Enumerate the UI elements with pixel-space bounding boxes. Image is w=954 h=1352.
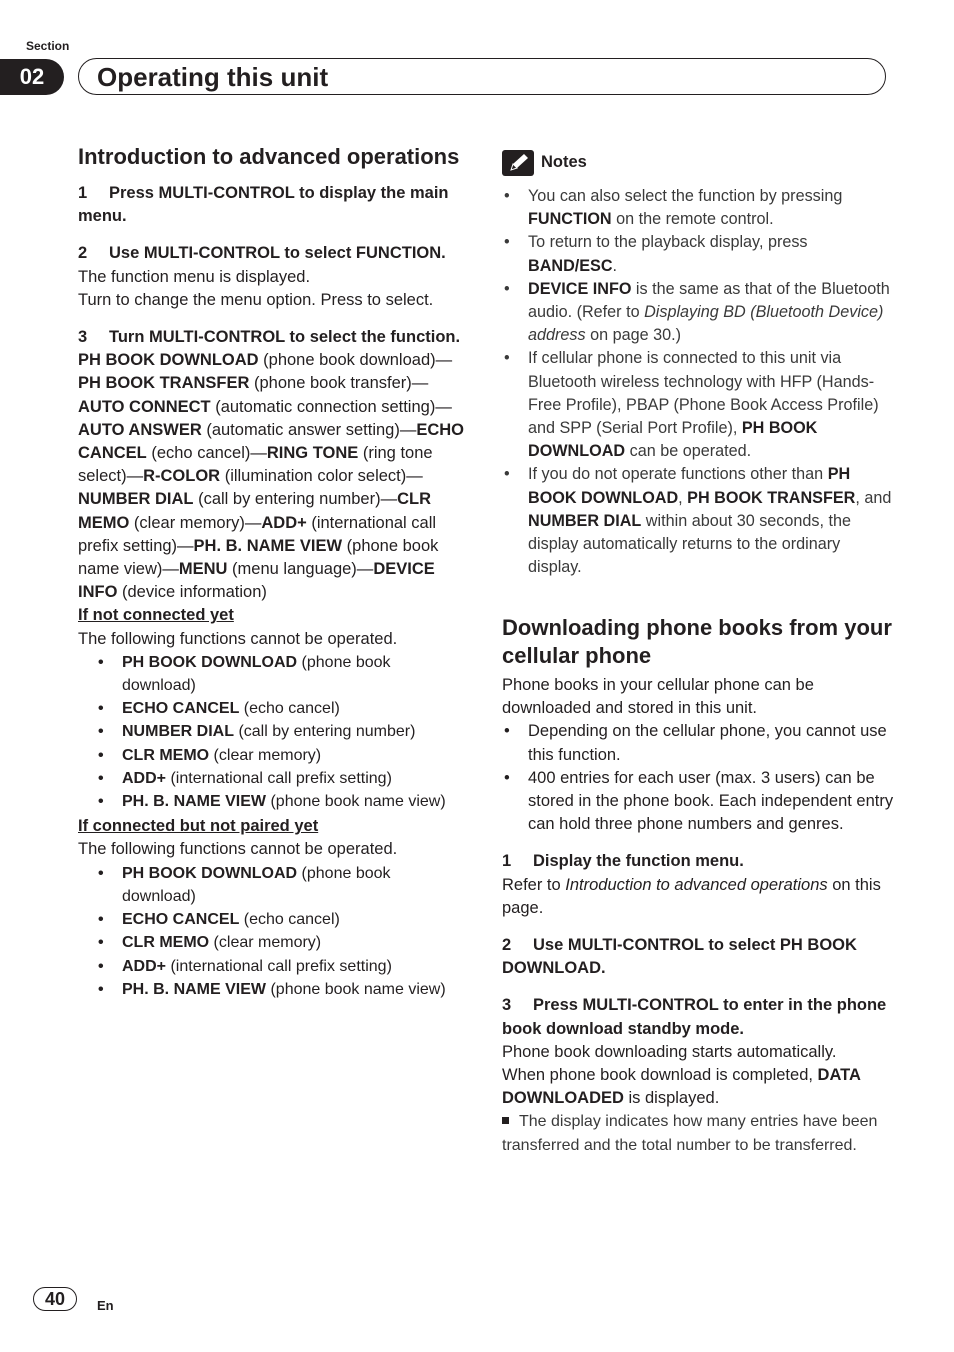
function-desc: (menu language)— [227, 560, 374, 579]
notes-block [502, 185, 894, 579]
step-1 [502, 850, 894, 873]
item-desc: (clear memory) [209, 934, 322, 952]
item-name: CLR MEMO [122, 746, 210, 764]
item-desc: (call by entering number) [234, 723, 416, 741]
body-text: is displayed. [623, 1089, 720, 1108]
function-name: NUMBER DIAL [78, 490, 194, 509]
item-desc: (phone book download) [122, 864, 391, 905]
note-text: . [612, 256, 618, 275]
note-text: is the same as that of the Bluetooth audio. (Refer to [528, 279, 890, 322]
list-item [78, 767, 466, 790]
item-name: PH. B. NAME VIEW [122, 980, 267, 998]
note-item [502, 185, 894, 231]
function-name: ADD+ [261, 513, 307, 532]
function-desc: (phone book download)— [258, 351, 453, 370]
function-desc: (automatic answer setting)— [201, 420, 417, 439]
item-name: PH BOOK DOWNLOAD [122, 653, 298, 671]
list-item: • Depending on the cellular phone, you cannot use this function. [502, 720, 894, 766]
language-label: En [97, 1298, 114, 1313]
step-text: Press MULTI-CONTROL to display the main menu. [78, 184, 449, 226]
cross-reference: Introduction to advanced operations [565, 875, 828, 894]
notes-list [502, 185, 894, 579]
item-name: ECHO CANCEL [122, 911, 240, 929]
note-text: can be operated. [625, 442, 752, 461]
note-bold: FUNCTION [528, 210, 612, 229]
page-title: Operating this unit [97, 62, 329, 92]
note-text: If you do not operate functions other than [528, 465, 828, 484]
body-text: on this page. [502, 875, 881, 917]
square-bullet-icon [502, 1117, 509, 1124]
list-item [78, 862, 466, 908]
section-heading-downloading: Downloading phone books from your cellular phone [502, 615, 892, 668]
note-text: on page 30.) [585, 326, 681, 345]
item-name: NUMBER DIAL [122, 723, 234, 741]
item-desc: (echo cancel) [239, 700, 340, 718]
step-3-body-1: Phone book downloading starts automatically. [502, 1042, 837, 1061]
note-text: , [678, 488, 688, 507]
note-text: If cellular phone is connected to this unit via Bluetooth wireless technology with HFP (Hands-Free Profile), PBAP (Phone Book Access Profile) and SPP (Serial Port Profile), [528, 349, 879, 438]
note-text: on the remote control. [611, 210, 774, 229]
connected-not-paired-intro: The following functions cannot be operated. [78, 840, 398, 859]
step-number: 1 [78, 184, 88, 202]
note-item [502, 278, 894, 348]
step-2 [78, 242, 466, 265]
item-name: ECHO CANCEL [122, 700, 240, 718]
function-desc: (automatic connection setting)— [210, 397, 452, 416]
function-name: PH. B. NAME VIEW [193, 536, 343, 555]
list-item [78, 908, 466, 931]
note-item [502, 463, 894, 579]
footnote [502, 1110, 894, 1156]
item-name: PH BOOK DOWNLOAD [122, 864, 298, 882]
item-desc: (phone book download) [122, 653, 391, 695]
note-item [502, 347, 894, 463]
item-name: ADD+ [122, 957, 167, 975]
note-text: You can also select the function by pressing [528, 187, 843, 205]
step-1-body [502, 874, 894, 920]
note-bold: PH BOOK DOWNLOAD [528, 419, 818, 461]
section-label: Section [26, 39, 70, 53]
page-number: 40 [33, 1287, 77, 1311]
list-item [78, 720, 466, 743]
body-text: When phone book download is completed, [502, 1066, 818, 1085]
not-connected-list [78, 651, 466, 813]
step-text: Display the function menu. [533, 852, 744, 871]
function-name: RING TONE [266, 444, 359, 463]
function-desc: (phone book transfer)— [249, 374, 429, 393]
subheading-connected-not-paired: If connected but not paired yet [78, 817, 319, 836]
list-item [78, 931, 466, 954]
subheading-not-connected: If not connected yet [78, 606, 234, 625]
note-item [502, 231, 894, 277]
footnote-text: The display indicates how many entries have been transferred and the total number to be transferred. [502, 1113, 878, 1154]
function-desc: (ring tone select)— [78, 444, 433, 486]
step-text: Use MULTI-CONTROL to select FUNCTION. [109, 244, 446, 263]
step-text: Press MULTI-CONTROL to enter in the phone book download standby mode. [502, 996, 887, 1038]
body-text: Refer to [502, 875, 566, 894]
item-desc: (echo cancel) [239, 911, 340, 929]
item-desc: (international call prefix setting) [166, 957, 392, 975]
function-desc: (call by entering number)— [193, 490, 398, 509]
function-name: DEVICE INFO [78, 560, 435, 602]
list-item [78, 744, 466, 767]
note-text: , and [855, 488, 892, 507]
notes-title: Notes [541, 153, 587, 171]
step-2-body-1: The function menu is displayed. [78, 267, 311, 286]
display-message: DATA DOWNLOADED [502, 1066, 861, 1108]
note-bold: NUMBER DIAL [528, 511, 642, 530]
step-number: 2 [502, 936, 512, 955]
item-desc: (phone book name view) [266, 980, 446, 998]
not-connected-intro: The following functions cannot be operated. [78, 629, 398, 648]
step-3-body-2 [502, 1064, 894, 1110]
item-desc: (international call prefix setting) [166, 769, 392, 787]
list-item [78, 651, 466, 697]
item-name: ADD+ [122, 769, 167, 787]
function-desc: (device information) [117, 583, 267, 602]
note-bold: DEVICE INFO [528, 279, 632, 298]
item-desc: (phone book name view) [266, 793, 446, 811]
left-column [78, 143, 466, 1001]
note-text: To return to the playback display, press [528, 233, 808, 252]
list-item [78, 790, 466, 813]
note-bold: BAND/ESC [528, 256, 613, 275]
item-name: CLR MEMO [122, 934, 210, 952]
step-number: 2 [78, 244, 88, 263]
function-name: R-COLOR [143, 467, 221, 486]
step-text: Turn MULTI-CONTROL to select the function. [109, 328, 461, 347]
function-desc: (illumination color select)— [220, 467, 423, 486]
list-item [78, 978, 466, 1001]
downloading-bullets [502, 720, 894, 836]
list-item [78, 955, 466, 978]
step-number: 1 [502, 852, 512, 871]
item-desc: (clear memory) [209, 746, 322, 764]
note-text: within about 30 seconds, the display automatically returns to the ordinary display. [528, 511, 851, 577]
function-name: MENU [178, 560, 228, 579]
section-number-badge: 02 [0, 59, 64, 95]
section-heading-intro: Introduction to advanced operations [78, 144, 460, 169]
function-name: PH BOOK DOWNLOAD [78, 351, 259, 370]
note-bold: PH BOOK TRANSFER [687, 488, 856, 507]
function-name: PH BOOK TRANSFER [78, 374, 250, 393]
function-name: AUTO CONNECT [78, 397, 211, 416]
downloading-intro: Phone books in your cellular phone can be downloaded and stored in this unit. [502, 676, 814, 718]
list-item [78, 697, 466, 720]
function-name: AUTO ANSWER [78, 420, 202, 439]
note-pencil-icon [502, 150, 534, 176]
step-2-body-2: Turn to change the menu option. Press to select. [78, 290, 434, 309]
function-desc: (phone book name view)— [78, 536, 439, 579]
step-3 [502, 994, 894, 1040]
note-italic: Displaying BD (Bluetooth Device) address [528, 303, 884, 345]
connected-not-paired-list [78, 862, 466, 1001]
function-list-paragraph [78, 349, 466, 604]
step-2 [502, 934, 894, 980]
list-item: • 400 entries for each user (max. 3 users) can be stored in the phone book. Each independent entry can hold three phone numbers and genres. [502, 767, 894, 837]
item-name: PH. B. NAME VIEW [122, 793, 267, 811]
step-number: 3 [502, 996, 512, 1015]
step-3 [78, 326, 466, 349]
right-column [502, 614, 894, 1157]
note-bold: PH BOOK DOWNLOAD [528, 465, 851, 507]
step-1 [78, 182, 466, 228]
function-desc: (international call prefix setting)— [78, 513, 437, 555]
function-desc: (clear memory)— [129, 513, 262, 532]
function-name: ECHO CANCEL [78, 420, 465, 463]
step-text: Use MULTI-CONTROL to select PH BOOK DOWNLOAD. [502, 936, 857, 978]
function-desc: (echo cancel)— [146, 444, 267, 463]
function-name: CLR MEMO [78, 490, 432, 532]
step-number: 3 [78, 328, 88, 347]
